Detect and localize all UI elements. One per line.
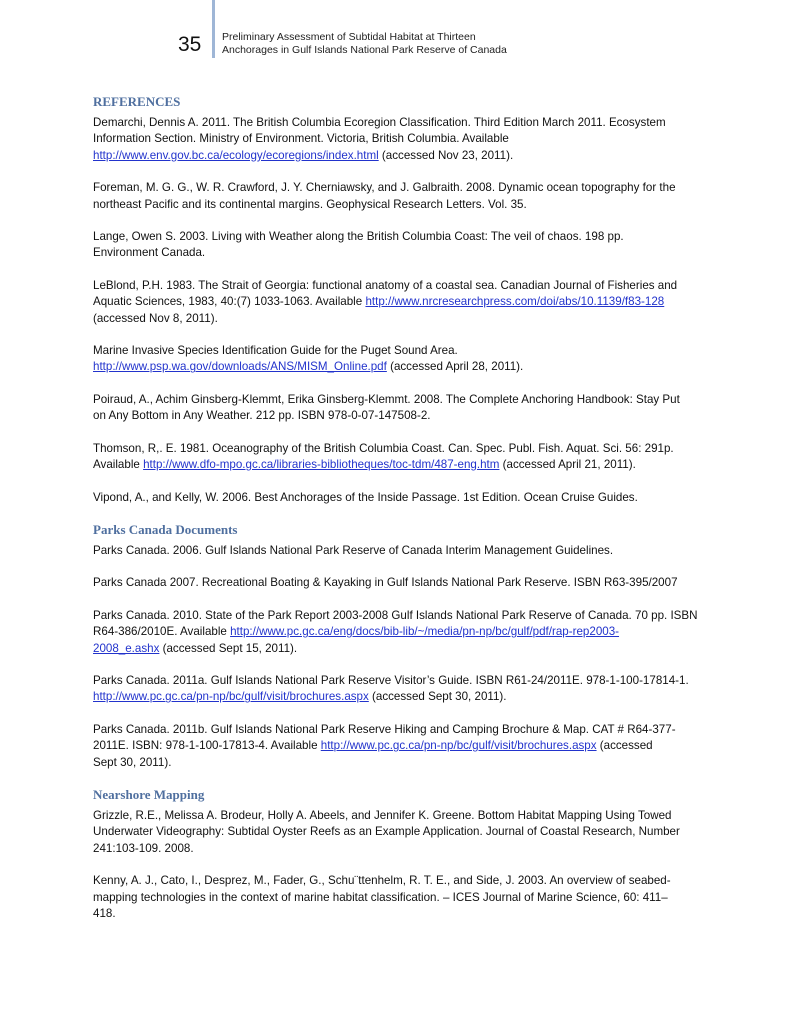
reference-line <box>93 738 713 754</box>
reference-line <box>93 359 713 375</box>
reference-text: Thomson, R,. E. 1981. Oceanography of the British Columbia Coast. Can. Spec. Publ. Fish. Aquat. Sci. 56: 291p. <box>93 441 674 455</box>
reference-text: (accessed Sept 30, 2011). <box>368 690 507 704</box>
reference-line <box>93 148 713 164</box>
reference-entry <box>93 115 713 164</box>
reference-text: Parks Canada. 2006. Gulf Islands National Park Reserve of Canada Interim Management Guidelines. <box>93 543 614 557</box>
reference-line <box>93 180 713 196</box>
reference-text: northeast Pacific and its continental margins. Geophysical Research Letters. Vol. 35. <box>93 197 527 211</box>
reference-text: Poiraud, A., Achim Ginsberg-Klemmt, Erika Ginsberg-Klemmt. 2008. The Complete Anchoring Handbook: Stay Put <box>93 392 680 406</box>
reference-line <box>93 722 713 738</box>
reference-text: Environment Canada. <box>93 246 206 260</box>
reference-line <box>93 245 713 261</box>
reference-text: Available <box>93 458 144 472</box>
reference-text: Parks Canada 2007. Recreational Boating & Kayaking in Gulf Islands National Park Reserve. ISBN R63-395/2007 <box>93 576 678 590</box>
reference-line <box>93 906 713 922</box>
reference-section <box>93 787 713 922</box>
reference-line <box>93 408 713 424</box>
reference-entry <box>93 490 713 506</box>
reference-text: Kenny, A. J., Cato, I., Desprez, M., Fader, G., Schu¨ttenhelm, R. T. E., and Side, J. 2003. An overview of seabed- <box>93 874 671 888</box>
reference-text: 418. <box>93 907 116 920</box>
reference-line <box>93 197 713 213</box>
reference-text: Marine Invasive Species Identification Guide for the Puget Sound Area. <box>93 344 458 358</box>
running-header-line: Anchorages in Gulf Islands National Park Reserve of Canada <box>222 44 507 56</box>
reference-line <box>93 873 713 889</box>
reference-line <box>93 808 713 824</box>
reference-text: mapping technologies in the context of marine habitat classification. – ICES Journal of Marine Science, 60: 411– <box>93 890 668 904</box>
reference-entry <box>93 543 713 559</box>
references-body <box>93 94 713 938</box>
reference-entry <box>93 180 713 213</box>
section-heading: Parks Canada Documents <box>93 521 238 537</box>
reference-entry <box>93 873 713 922</box>
reference-line <box>93 890 713 906</box>
reference-line <box>93 115 713 131</box>
reference-line <box>93 575 713 591</box>
header-divider <box>212 0 215 58</box>
reference-section <box>93 522 713 771</box>
reference-line <box>93 229 713 245</box>
reference-line <box>93 755 713 771</box>
reference-line <box>93 311 713 327</box>
reference-link[interactable]: http://www.dfo-mpo.gc.ca/libraries-bibliotheques/toc-tdm/487-eng.htm <box>143 458 500 472</box>
reference-text: Foreman, M. G. G., W. R. Crawford, J. Y. Cherniawsky, and J. Galbraith. 2008. Dynamic ocean topography for the <box>93 181 676 195</box>
reference-text: (accessed Nov 23, 2011). <box>378 148 514 162</box>
running-header-line: Preliminary Assessment of Subtidal Habitat at Thirteen <box>222 31 476 43</box>
reference-link[interactable]: http://www.env.gov.bc.ca/ecology/ecoregions/index.html <box>93 148 379 162</box>
reference-text: (accessed April 21, 2011). <box>499 458 636 472</box>
reference-text: Demarchi, Dennis A. 2011. The British Columbia Ecoregion Classification. Third Edition March 2011. Ecosystem <box>93 116 666 129</box>
running-header <box>222 31 507 57</box>
reference-line <box>93 278 713 294</box>
reference-text: Parks Canada. 2011a. Gulf Islands National Park Reserve Visitor’s Guide. ISBN R61-24/2011E. 978-1-100-17814-1. <box>93 673 689 687</box>
reference-line <box>93 294 713 310</box>
reference-text: Parks Canada. 2011b. Gulf Islands National Park Reserve Hiking and Camping Brochure & Map. CAT # R64-377- <box>93 722 676 736</box>
reference-line <box>93 441 713 457</box>
reference-line <box>93 689 713 705</box>
reference-line <box>93 457 713 473</box>
reference-link[interactable]: http://www.psp.wa.gov/downloads/ANS/MISM_Online.pdf <box>93 360 387 374</box>
reference-line <box>93 608 713 624</box>
reference-section <box>93 94 713 506</box>
reference-line <box>93 841 713 857</box>
reference-entry <box>93 343 713 376</box>
section-heading: Nearshore Mapping <box>93 786 205 802</box>
reference-line <box>93 824 713 840</box>
reference-text: Grizzle, R.E., Melissa A. Brodeur, Holly A. Abeels, and Jennifer K. Greene. Bottom Habitat Mapping Using Towed <box>93 808 672 822</box>
reference-text: Vipond, A., and Kelly, W. 2006. Best Anchorages of the Inside Passage. 1st Edition. Ocean Cruise Guides. <box>93 490 638 504</box>
reference-entry <box>93 441 713 474</box>
reference-entry <box>93 229 713 262</box>
reference-text: Sept 30, 2011). <box>93 755 172 769</box>
reference-link[interactable]: http://www.pc.gc.ca/pn-np/bc/gulf/visit/brochures.aspx <box>320 739 597 753</box>
reference-text: 241:103-109. 2008. <box>93 841 194 855</box>
reference-text: (accessed April 28, 2011). <box>386 360 524 374</box>
page-number: 35 <box>178 33 202 56</box>
reference-text: (accessed Nov 8, 2011). <box>93 311 218 325</box>
reference-text: Lange, Owen S. 2003. Living with Weather along the British Columbia Coast: The veil of chaos. 198 pp. <box>93 230 624 244</box>
reference-line <box>93 673 713 689</box>
reference-link[interactable]: http://www.pc.gc.ca/pn-np/bc/gulf/visit/brochures.aspx <box>93 690 369 704</box>
reference-text: (accessed <box>596 739 653 753</box>
reference-link[interactable]: 2008_e.ashx <box>93 641 160 655</box>
reference-line <box>93 131 713 147</box>
reference-entry <box>93 392 713 425</box>
reference-text: Information Section. Ministry of Environment. Victoria, British Columbia. Available <box>93 132 509 146</box>
reference-entry <box>93 673 713 706</box>
reference-text: Underwater Videography: Subtidal Oyster Reefs as an Example Application. Journal of Coastal Research, Number <box>93 825 680 839</box>
reference-line <box>93 490 713 506</box>
reference-text: (accessed Sept 15, 2011). <box>159 641 298 655</box>
reference-entry <box>93 808 713 857</box>
reference-line <box>93 392 713 408</box>
reference-line <box>93 641 713 657</box>
reference-entry <box>93 575 713 591</box>
reference-text: Aquatic Sciences, 1983, 40:(7) 1033-1063. Available <box>93 295 366 309</box>
reference-entry <box>93 722 713 771</box>
reference-entry <box>93 608 713 657</box>
reference-text: 2011E. ISBN: 978-1-100-17813-4. Available <box>93 739 321 753</box>
reference-entry <box>93 278 713 327</box>
reference-text: LeBlond, P.H. 1983. The Strait of Georgia: functional anatomy of a coastal sea. Canadian Journal of Fisheries and <box>93 278 678 292</box>
section-heading: REFERENCES <box>93 94 181 109</box>
reference-line <box>93 543 713 559</box>
reference-text: on Any Bottom in Any Weather. 212 pp. ISBN 978-0-07-147508-2. <box>93 409 431 423</box>
reference-link[interactable]: http://www.pc.gc.ca/eng/docs/bib-lib/~/media/pn-np/bc/gulf/pdf/rap-rep2003- <box>230 625 620 639</box>
reference-text: Parks Canada. 2010. State of the Park Report 2003-2008 Gulf Islands National Park Reserve of Canada. 70 pp. ISBN <box>93 608 698 622</box>
reference-line <box>93 624 713 640</box>
reference-text: R64-386/2010E. Available <box>93 625 231 639</box>
reference-link[interactable]: http://www.nrcresearchpress.com/doi/abs/10.1139/f83-128 <box>365 295 665 309</box>
reference-line <box>93 343 713 359</box>
